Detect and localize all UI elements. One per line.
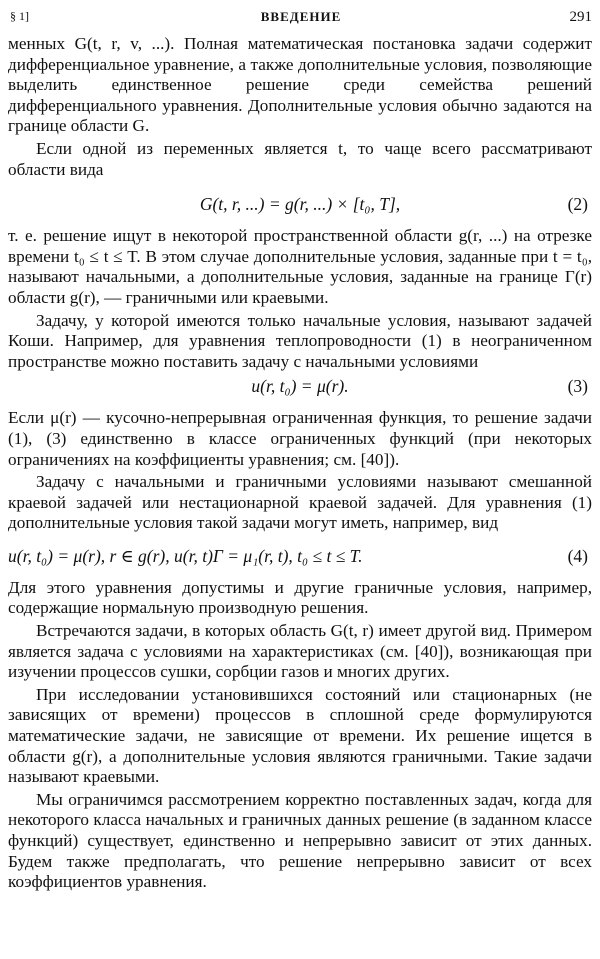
- equation-number: (4): [567, 545, 588, 566]
- equation-number: (3): [567, 376, 588, 397]
- paragraph: Если одной из переменных является t, то чаще всего рассматривают области вида: [8, 138, 592, 179]
- equation-4: [8, 544, 592, 568]
- page-header: [10, 9, 592, 29]
- paragraph: т. е. решение ищут в некоторой пространственной области g(r, ...) на отрезке времени t₀ ≤ t ≤ T. В этом случае дополнительные условия, заданные при t = t₀, называют начальными, а дополнительные условия, заданные на границе Γ(r) области g(r), — граничными или краевыми.: [8, 226, 592, 307]
- paragraph: Для этого уравнения допустимы и другие граничные условия, например, содержащие нормальную производную решения.: [8, 577, 592, 618]
- section-marker: § 1]: [10, 9, 29, 23]
- equation-2: [8, 192, 592, 216]
- equation-3: [8, 374, 592, 398]
- equation-formula: G(t, r, ...) = g(r, ...) × [t₀, T],: [199, 194, 401, 215]
- running-title: ВВЕДЕНИЕ: [260, 9, 342, 24]
- paragraph: Если μ(r) — кусочно-непрерывная ограниченная функция, то решение задачи (1), (3) единственно в классе ограниченных функций (при некоторых ограничениях на коэффициенты уравнения; см. [40]).: [8, 408, 592, 469]
- equation-number: (2): [567, 194, 588, 215]
- paragraph: При исследовании установившихся состояний или стационарных (не зависящих от времени) процессов в сплошной среде формулируются математические задачи, не зависящие от времени. Их решение ищется в области g(r), а дополнительные условия являются граничными. Такие задачи называют краевыми.: [8, 684, 592, 787]
- equation-formula: u(r, t₀) = μ(r), r ∈ g(r), u(r, t)Γ = μ₁(r, t), t₀ ≤ t ≤ T.: [8, 545, 363, 566]
- paragraph: Мы ограничимся рассмотрением корректно поставленных задач, когда для некоторого класса начальных и граничных данных решение (в заданном классе функций) существует, единственно и непрерывно зависит от этих данных. Будем также предполагать, что решение непрерывно зависит от всех коэффициентов уравнения.: [8, 789, 592, 892]
- page-body: [8, 34, 592, 895]
- page-number: 291: [569, 9, 592, 25]
- paragraph: менных G(t, r, v, ...). Полная математическая постановка задачи содержит дифференциальное уравнение, а также дополнительные условия, позволяющие выделить единственное решение среди семейства решений дифференциального уравнения. Дополнительные условия обычно задаются на границе области G.: [8, 34, 592, 136]
- equation-formula: u(r, t₀) = μ(r).: [251, 376, 349, 397]
- paragraph: Задачу с начальными и граничными условиями называют смешанной краевой задачей или нестационарной краевой задачей. Для уравнения (1) дополнительные условия такой задачи могут иметь, например, вид: [8, 472, 592, 533]
- paragraph: Встречаются задачи, в которых область G(t, r) имеет другой вид. Примером является задача с условиями на характеристиках (см. [40]), возникающая при изучении процессов сушки, сорбции газов и многих других.: [8, 621, 592, 682]
- paragraph: Задачу, у которой имеются только начальные условия, называют задачей Коши. Например, для уравнения теплопроводности (1) в неограниченном пространстве можно поставить задачу с начальными условиями: [8, 310, 592, 371]
